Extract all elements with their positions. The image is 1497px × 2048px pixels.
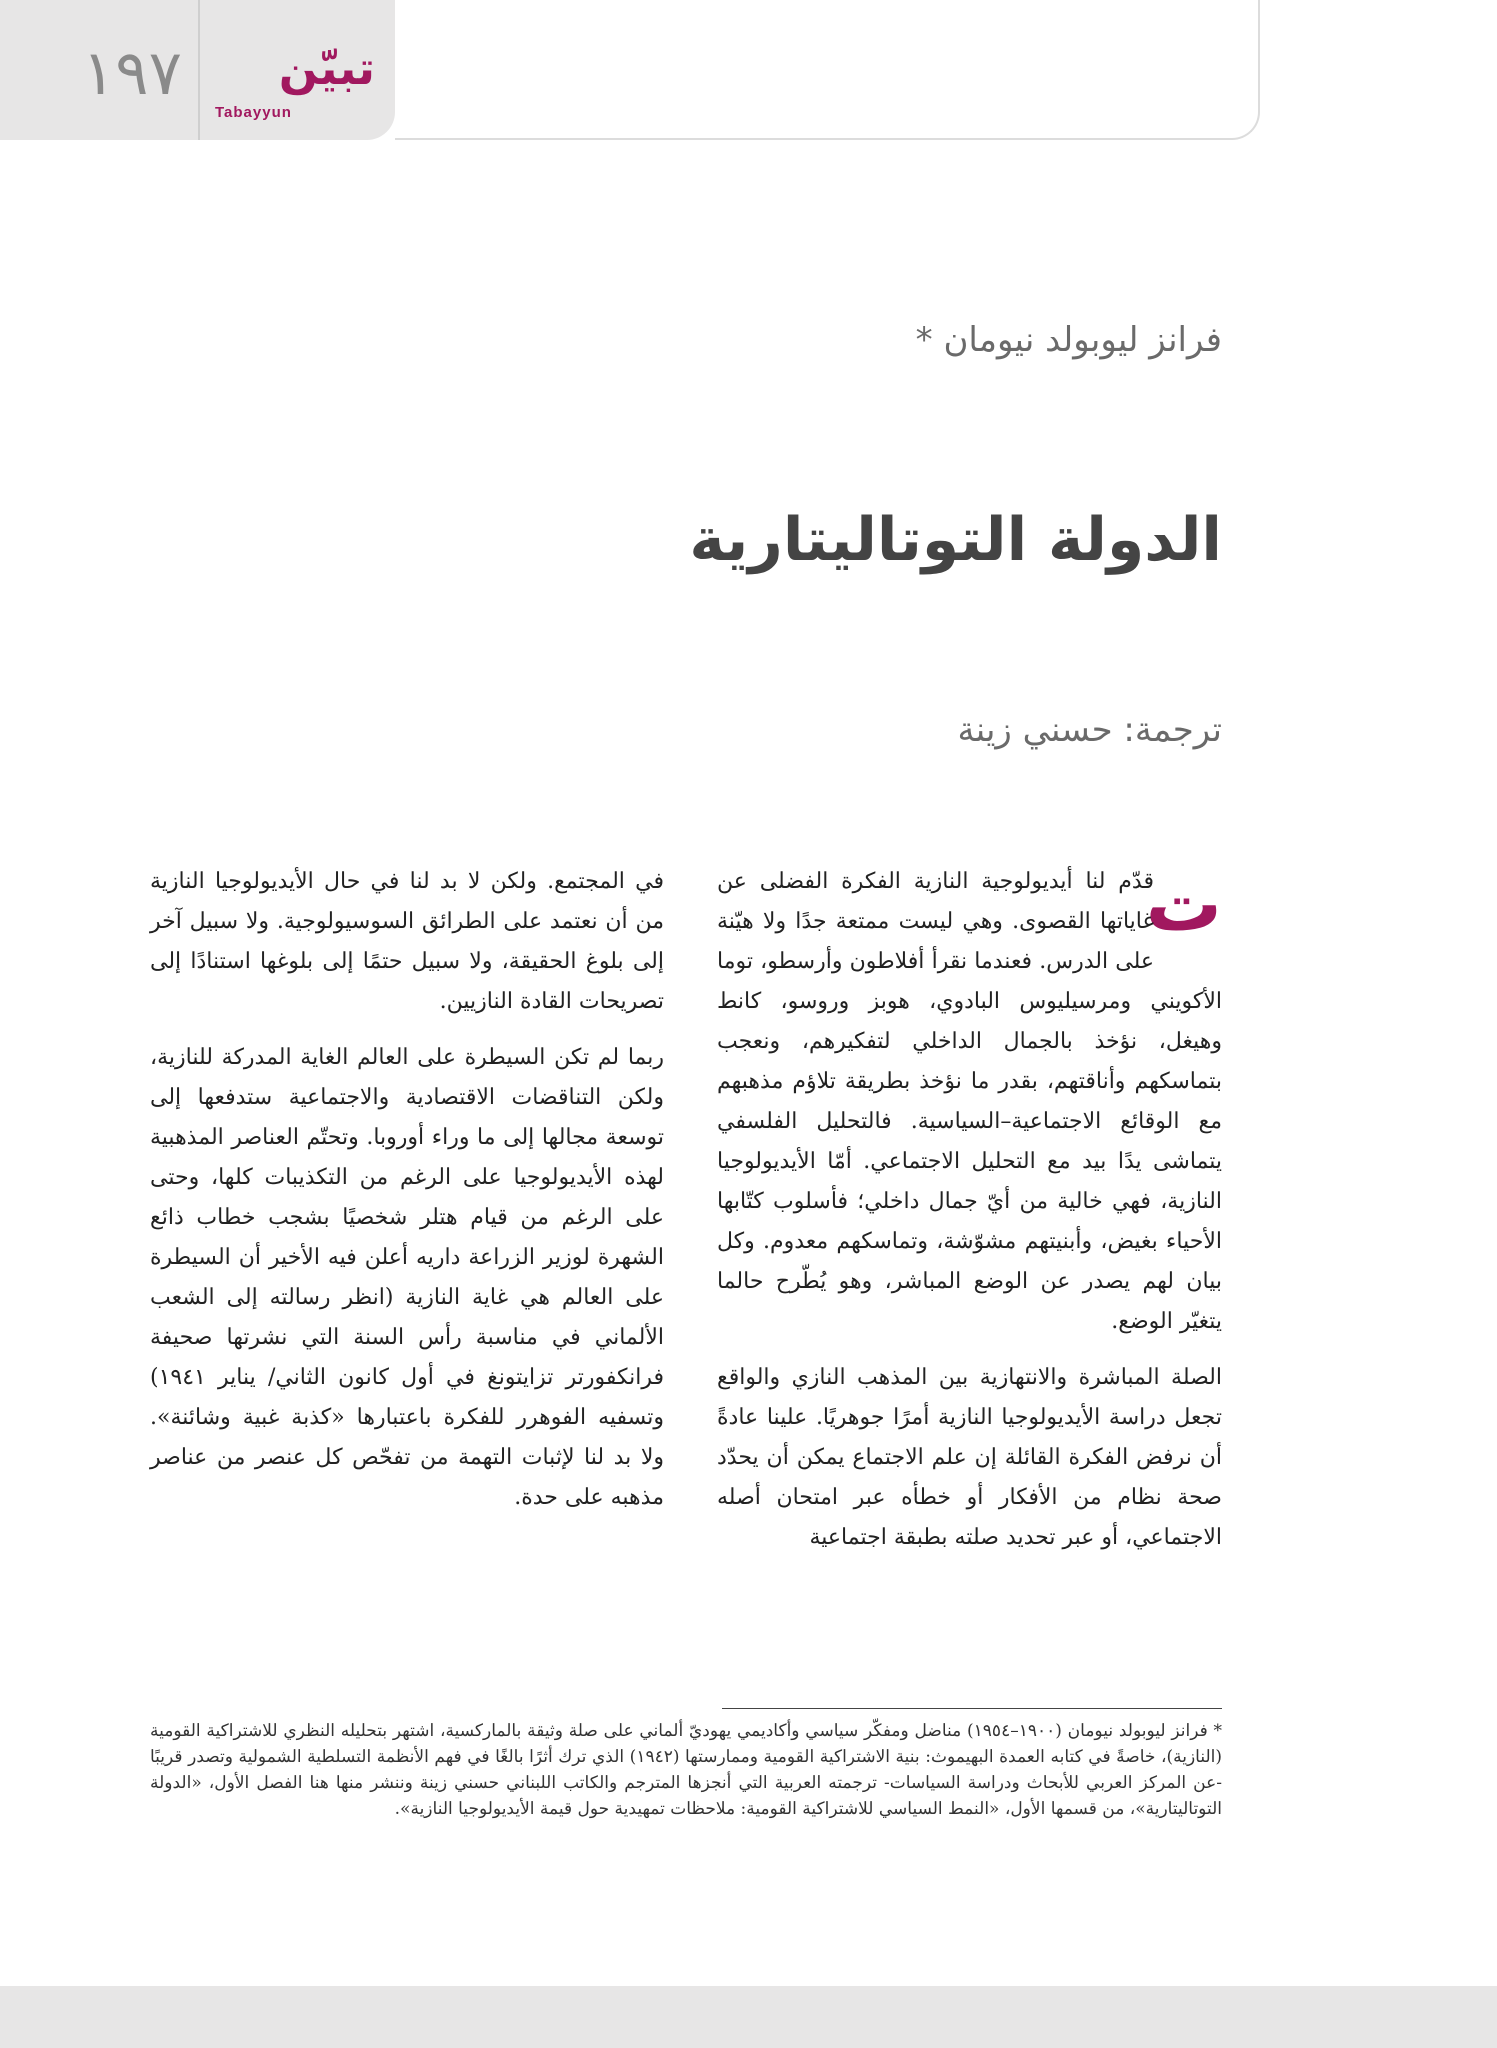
body-paragraph	[717, 859, 1222, 1342]
article-translator: ترجمة: حسني زينة	[957, 710, 1222, 750]
body-paragraph: ربما لم تكن السيطرة على العالم الغاية المدركة للنازية، ولكن التناقضات الاقتصادية والاجتماعية ستدفعها إلى توسعة مجالها إلى ما وراء أوروبا. وتحتّم العناصر المذهبية لهذه الأيديولوجيا على الرغم من التكذيبات كلها، وحتى على الرغم من قيام هتلر شخصيًا بشجب خطاب ذائع الشهرة لوزير الزراعة داريه أعلن فيه الأخير أن السيطرة على العالم هي غاية النازية (انظر رسالته إلى الشعب الألماني في مناسبة رأس السنة التي نشرتها صحيفة فرانكفورتر تزايتونغ في أول كانون الثاني/ يناير ١٩٤١) وتسفيه الفوهرر للفكرة باعتبارها «كذبة غبية وشائنة». ولا بد لنا لإثبات التهمة من تفحّص كل عنصر من عناصر مذهبه على حدة.	[150, 1045, 664, 1510]
article-title: الدولة التوتاليتارية	[689, 505, 1222, 575]
body-paragraph: في المجتمع. ولكن لا بد لنا في حال الأيديولوجيا النازية من أن نعتمد على الطرائق السوسيولوجية. ولا سبيل آخر إلى بلوغ الحقيقة، ولا سبيل حتمًا إلى بلوغها استنادًا إلى تصريحات القادة النازيين.	[150, 869, 664, 1014]
header-separator	[198, 0, 200, 140]
paragraph-text: قدّم لنا أيديولوجية النازية الفكرة الفضلى عن غاياتها القصوى. وهي ليست ممتعة جدًا ولا هيّنة على الدرس. فعندما نقرأ أفلاطون وأرسطو، توما الأكويني ومرسيليوس البادوي، هوبز وروسو، كانط وهيغل، نؤخذ بالجمال الداخلي لتفكيرهم، ونعجب بتماسكهم وأناقتهم، بقدر ما نؤخذ بطريقة تلاؤم مذهبهم مع الوقائع الاجتماعية–السياسية. فالتحليل الفلسفي يتماشى يدًا بيد مع التحليل الاجتماعي. أمّا الأيديولوجيا النازية، فهي خالية من أيّ جمال داخلي؛ فأسلوب كتّابها الأحياء بغيض، وأبنيتهم مشوّشة، وتماسكهم معدوم. وكل بيان لهم يصدر عن الوضع المباشر، وهو يُطّرح حالما يتغيّر الوضع.	[717, 869, 1222, 1334]
header-band	[0, 0, 395, 140]
footnote: * فرانز ليوبولد نيومان (١٩٠٠–١٩٥٤) مناضل ومفكّر سياسي وأكاديمي يهوديّ ألماني على صلة وثيقة بالماركسية، اشتهر بتحليله النظري للاشتراكية القومية (النازية)، خاصةً في كتابه العمدة البهيموث: بنية الاشتراكية القومية وممارستها (١٩٤٢) الذي ترك أثرًا بالغًا في فهم الأنظمة التسلطية الشمولية وتصدر قريبًا -عن المركز العربي للأبحاث ودراسة السياسات- ترجمته العربية التي أنجزها المترجم والكاتب اللبناني حسني زينة وننشر منها هنا الفصل الأول، «الدولة التوتاليتارية»، من قسمها الأول، «النمط السياسي للاشتراكية القومية: ملاحظات تمهيدية حول قيمة الأيديولوجيا النازية».	[150, 1721, 1222, 1819]
logo-arabic-text: تبيّن	[278, 41, 375, 95]
article-author: فرانز ليوبولد نيومان *	[915, 320, 1222, 360]
header-frame-line	[395, 0, 1260, 140]
page-number: ١٩٧	[82, 39, 182, 108]
drop-cap: ت	[1145, 859, 1222, 948]
body-column-left	[150, 862, 664, 1534]
footer-band	[0, 1986, 1497, 2048]
journal-logo	[215, 40, 375, 130]
logo-english-text: Tabayyun	[215, 104, 292, 121]
body-column-right	[717, 859, 1222, 1574]
body-paragraph: الصلة المباشرة والانتهازية بين المذهب النازي والواقع تجعل دراسة الأيديولوجيا النازية أمرًا جوهريًا. علينا عادةً أن نرفض الفكرة القائلة إن علم الاجتماع يمكن أن يحدّد صحة نظام من الأفكار أو خطأه عبر امتحان أصله الاجتماعي، أو عبر تحديد صلته بطبقة اجتماعية	[717, 1365, 1222, 1550]
footnote-divider	[722, 1708, 1222, 1709]
